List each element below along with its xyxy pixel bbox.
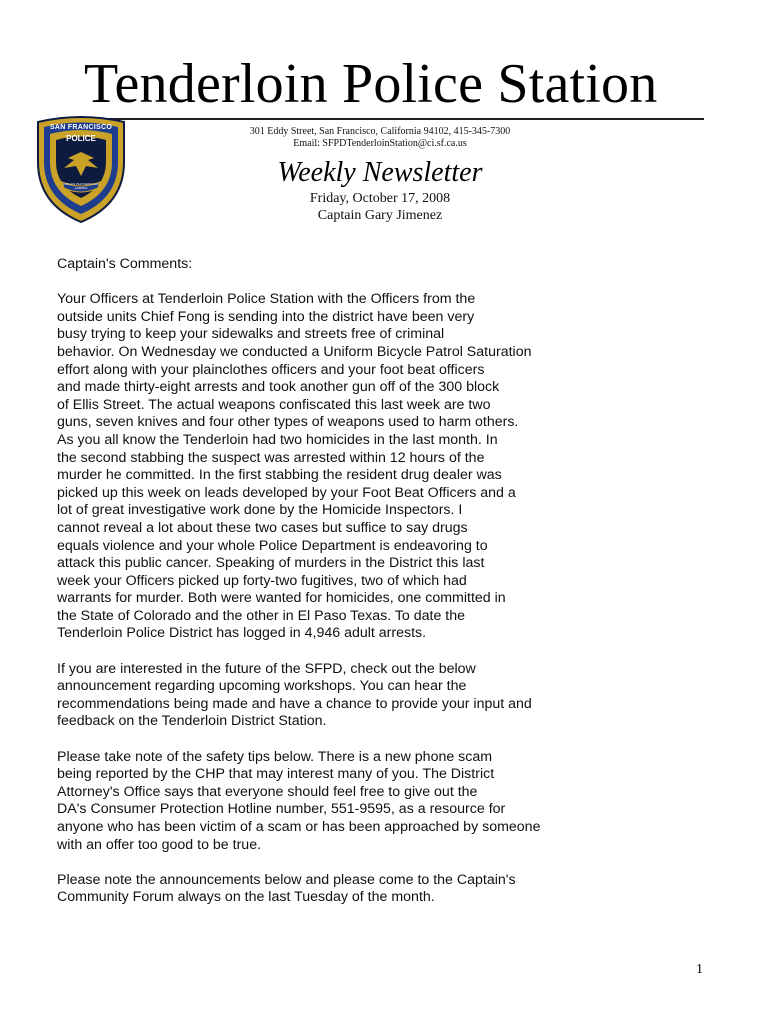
paragraph-safety-tips: Please take note of the safety tips below. There is a new phone scam being reported by the CHP that may interest many of you. The District Attorney's Office says that everyone should feel free to give out the DA's Consumer Protection Hotline number, 551-9595, as a resource for anyone who has been victim of a scam or has been approached by someone with an offer too good to be true. (57, 748, 541, 853)
badge-center-text: POLICE (66, 134, 96, 143)
paragraph-community-forum: Please note the announcements below and please come to the Captain's Community Forum always on the last Tuesday of the month. (57, 871, 516, 906)
police-badge-logo (34, 112, 128, 224)
newsletter-date: Friday, October 17, 2008 (309, 191, 451, 206)
paragraph-workshops: If you are interested in the future of the SFPD, check out the below announcement regarding upcoming workshops. You can hear the recommendations being made and have a chance to provide your input and feedback on the Tenderloin District Station. (57, 660, 532, 730)
section-heading: Captain's Comments: (57, 256, 193, 272)
captain-name: Captain Gary Jimenez (317, 208, 443, 223)
newsletter-body (57, 256, 597, 925)
title-divider (82, 118, 704, 120)
page-title: Tenderloin Police Station (84, 53, 658, 115)
station-email: Email: SFPDTenderloinStation@ci.sf.ca.us (293, 138, 467, 149)
station-address: 301 Eddy Street, San Francisco, California 94102, 415-345-7300 (249, 126, 511, 137)
page-number: 1 (696, 962, 703, 977)
header-block (210, 126, 550, 224)
paragraph-captains-comments: Your Officers at Tenderloin Police Station with the Officers from the outside units Chief Fong is sending into the district have been very busy trying to keep your sidewalks and streets free of criminal behavior. On Wednesday we conducted a Uniform Bicycle Patrol Saturation effort along with your plainclothes officers and your foot beat officers and made thirty-eight arrests and took another gun off of the 300 block of Ellis Street. The actual weapons confiscated this last week are two guns, seven knives and four other types of weapons used to harm others. As you all know the Tenderloin had two homicides in the last month. In the second stabbing the suspect was arrested within 12 hours of the murder he committed. In the first stabbing the resident drug dealer was picked up this week on leads developed by your Foot Beat Officers and a lot of great investigative work done by the Homicide Inspectors. I cannot reveal a lot about these two cases but suffice to say drugs equals violence and your whole Police Department is endeavoring to attack this public cancer. Speaking of murders in the District this last week your Officers picked up forty-two fugitives, two of which had warrants for murder. Both were wanted for homicides, one committed in the State of Colorado and the other in El Paso Texas. To date the Tenderloin Police District has logged in 4,946 adult arrests. (57, 291, 532, 642)
newsletter-title: Weekly Newsletter (277, 157, 483, 188)
badge-banner-text: ORO EN PAZ FIERRO EN GUERRA (63, 182, 99, 190)
badge-top-text: SAN FRANCISCO (49, 124, 113, 131)
